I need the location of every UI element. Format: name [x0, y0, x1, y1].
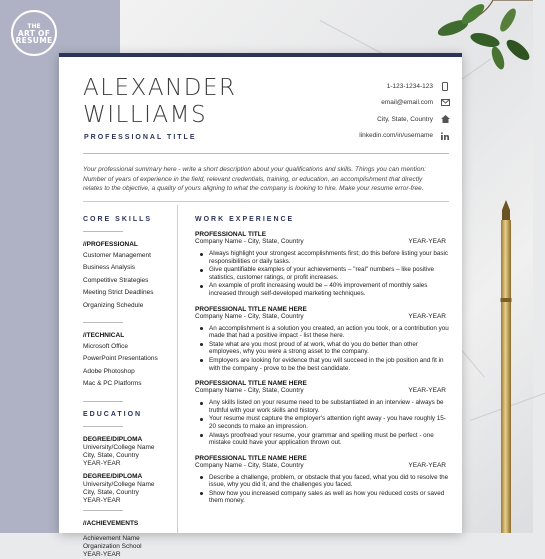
job-bullet: An example of profit increasing would be – 40% improvement of monthly sales increased through self-developed marketing techniques. — [209, 282, 450, 297]
professional-skills-heading: //PROFESSIONAL — [83, 241, 138, 248]
job-bullets — [195, 325, 450, 373]
degree: DEGREE/DIPLOMA — [83, 472, 143, 480]
school-location: City, State, Country — [83, 451, 139, 459]
job-years: YEAR-YEAR — [408, 238, 446, 245]
job-entry — [195, 380, 450, 447]
work-experience-heading: WORK EXPERIENCE — [195, 216, 295, 223]
technical-skills-heading: //TECHNICAL — [83, 331, 125, 339]
section-rule — [83, 322, 123, 323]
job-bullets — [195, 399, 450, 447]
right-column — [195, 216, 450, 512]
school: University/College Name — [83, 480, 155, 488]
education-years: YEAR-YEAR — [83, 459, 121, 467]
contact-block — [290, 78, 450, 144]
skill-item: Mac & PC Platforms — [83, 380, 142, 388]
header-divider — [83, 153, 449, 154]
skill-item: Business Analysis — [83, 264, 136, 272]
job-company: Company Name - City, State, Country — [195, 312, 304, 320]
job-bullet: Any skills listed on your resume need to be substantiated in an interview - always be truthful with your work skills and history. — [209, 399, 450, 414]
job-entry — [195, 455, 450, 505]
home-icon — [440, 115, 450, 124]
section-rule — [83, 510, 123, 511]
education-heading: EDUCATION — [83, 410, 143, 418]
phone-icon — [440, 82, 450, 91]
achievement-name: Achievement Name — [83, 534, 140, 542]
job-bullets — [195, 250, 450, 298]
achievements-heading: //ACHIEVEMENTS — [83, 519, 139, 527]
job-bullets — [195, 474, 450, 505]
job-title: PROFESSIONAL TITLE NAME HERE — [195, 305, 307, 313]
job-bullet: State what are you most proud of at work, what do you do better than other employees, why you were a strong asset to the company. — [209, 341, 450, 356]
job-title: PROFESSIONAL TITLE NAME HERE — [195, 454, 307, 462]
professional-summary: Your professional summary here - write a short description about your qualifications and skills. Things you can mention: Number of years of experience in the field, relevant credentials, training, or education, an accomplishment that directly relates to the objective, a quality of yours aligning to what the company is looking to hire. Make your resume error-free. — [83, 166, 426, 192]
job-company: Company Name - City, State, Country — [195, 238, 304, 245]
education-years: YEAR-YEAR — [83, 496, 121, 504]
degree: DEGREE/DIPLOMA — [83, 435, 143, 443]
resume-top-bar — [59, 53, 462, 57]
job-entry — [195, 306, 450, 373]
job-company: Company Name - City, State, Country — [195, 387, 304, 395]
job-years: YEAR-YEAR — [408, 461, 446, 469]
resume-professional-title: PROFESSIONAL TITLE — [84, 134, 197, 141]
job-bullet: Employers are looking for evidence that you will succeed in the job position and fit in with the company - prove to be the best candidate. — [209, 357, 450, 372]
job-bullet: Your resume must capture the employer's attention right away - you have roughly 15-20 seconds to make an impression. — [209, 415, 450, 430]
core-skills-heading: CORE SKILLS — [83, 216, 153, 223]
job-bullet: Give quantifiable examples of your achievements – "real" numbers – like positive statistics, customer ratings, or profit increases. — [209, 266, 450, 281]
job-bullet: Show how you increased company sales as well as how you reduced costs or saved them money. — [209, 490, 450, 505]
summary-divider — [83, 201, 449, 202]
linkedin-icon — [440, 131, 450, 140]
school: University/College Name — [83, 443, 155, 451]
achievement-organization: Organization School — [83, 542, 142, 550]
education-entry — [83, 473, 173, 505]
job-years: YEAR-YEAR — [408, 312, 446, 320]
skill-item: Microsoft Office — [83, 342, 129, 350]
job-bullet: Always proofread your resume, your grammar and spelling must be perfect - one mistake could have your application thrown out. — [209, 432, 450, 447]
job-years: YEAR-YEAR — [408, 387, 446, 395]
gold-pen-decoration — [496, 200, 516, 533]
job-company: Company Name - City, State, Country — [195, 461, 304, 469]
resume-first-name: ALEXANDER — [83, 75, 237, 101]
job-title: PROFESSIONAL TITLE — [195, 231, 267, 238]
resume-paper — [59, 53, 462, 558]
section-rule — [83, 426, 123, 427]
column-divider — [177, 205, 178, 535]
job-company-row — [195, 238, 450, 245]
skill-item: Organizing Schedule — [83, 301, 144, 309]
job-bullet: Always highlight your strongest accomplishments first; do this before listing your basic responsibilities or daily tasks. — [209, 250, 449, 265]
resume-last-name: WILLIAMS — [83, 102, 208, 128]
education-entry — [83, 436, 173, 468]
contact-email: email@email.com — [290, 95, 450, 112]
skill-item: PowerPoint Presentations — [83, 355, 158, 363]
skill-item: Adobe Photoshop — [83, 367, 135, 375]
job-title: PROFESSIONAL TITLE NAME HERE — [195, 380, 307, 388]
email-icon — [440, 98, 450, 107]
contact-linkedin: linkedin.com/in/username — [290, 128, 450, 145]
school-location: City, State, Country — [83, 488, 139, 496]
job-company-row — [195, 387, 450, 394]
section-rule — [83, 231, 123, 232]
job-bullet: An accomplishment is a solution you created, an action you took, or a contribution you made that had a positive impact - list these here. — [209, 324, 449, 340]
brand-logo — [11, 10, 57, 56]
job-company-row — [195, 462, 450, 469]
brand-line-2: ART OF — [17, 28, 51, 38]
skill-item: Customer Management — [83, 252, 151, 259]
left-column — [83, 216, 173, 559]
section-rule — [83, 401, 123, 402]
brand-line-3: RESUME — [15, 35, 53, 45]
job-bullet: Describe a challenge, problem, or obstacle that you faced, what you did to resolve the issue, why you did it, and the challenges you faced. — [209, 473, 449, 489]
contact-phone: 1-123-1234-123 — [290, 78, 450, 95]
job-entry — [195, 231, 450, 298]
contact-location: City, State, Country — [290, 111, 450, 128]
skill-item: Competitive Strategies — [83, 276, 149, 284]
brand-line-1: THE — [27, 22, 41, 30]
skill-item: Meeting Strict Deadlines — [83, 289, 154, 297]
job-company-row — [195, 313, 450, 320]
achievement-years: YEAR-YEAR — [83, 550, 121, 558]
